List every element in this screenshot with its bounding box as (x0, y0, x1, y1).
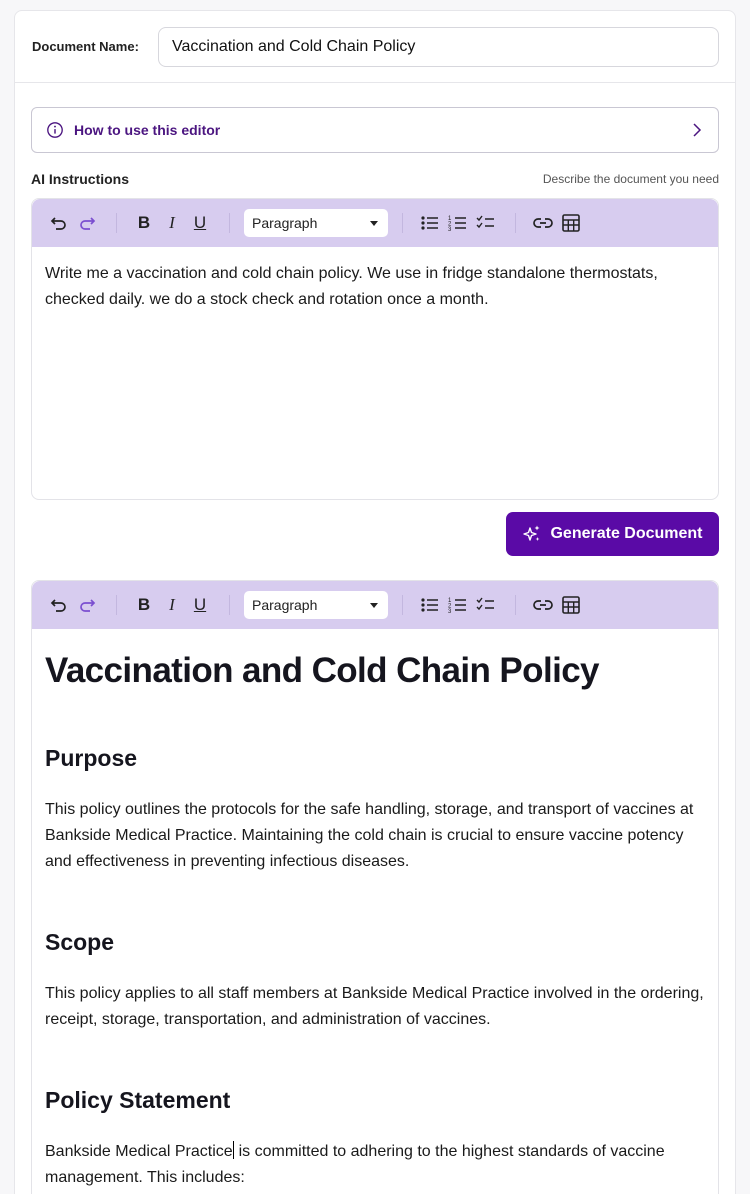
document-editor-toolbar (32, 581, 718, 629)
toolbar-divider (116, 595, 117, 615)
info-icon (46, 121, 64, 139)
toolbar-divider (515, 213, 516, 233)
section-heading-purpose: Purpose (45, 745, 138, 771)
checklist-button[interactable] (473, 210, 499, 236)
bullet-list-icon (420, 596, 440, 614)
section-body-purpose: This policy outlines the protocols for the safe handling, storage, and transport of vaccines at Bankside Medical Practice. Maintaining the cold chain is crucial to ensure vaccine potency and effectiveness in preventing infectious diseases. (45, 801, 694, 870)
text-after-cursor: is committed to adhering to the highest standards of vaccine management. This includes: (45, 1143, 665, 1186)
ai-editor-toolbar (32, 199, 718, 247)
table-icon (561, 213, 581, 233)
help-label: How to use this editor (74, 122, 221, 138)
bold-icon: B (137, 595, 151, 614)
numbered-list-button[interactable] (445, 210, 471, 236)
block-format-value: Paragraph (252, 215, 318, 231)
italic-button[interactable] (159, 592, 185, 618)
link-icon (532, 596, 554, 614)
underline-icon: U (193, 595, 207, 614)
document-name-input[interactable]: Vaccination and Cold Chain Policy (158, 27, 719, 67)
toolbar-divider (229, 595, 230, 615)
link-button[interactable] (530, 592, 556, 618)
block-format-select[interactable] (244, 591, 388, 619)
bullet-list-icon (420, 214, 440, 232)
ai-instructions-hint: Describe the document you need (542, 172, 719, 186)
generate-document-button[interactable] (506, 512, 719, 556)
text-before-cursor: Bankside Medical Practice (45, 1143, 233, 1160)
document-editor (31, 580, 719, 1194)
link-button[interactable] (530, 210, 556, 236)
how-to-use-editor-button[interactable] (31, 107, 719, 153)
svg-text:1: 1 (448, 598, 452, 604)
bold-button[interactable] (131, 592, 157, 618)
sparkles-icon (522, 524, 542, 544)
document-title: Vaccination and Cold Chain Policy (45, 651, 599, 690)
svg-text:1: 1 (448, 216, 452, 222)
checklist-icon (476, 214, 496, 232)
toolbar-divider (402, 213, 403, 233)
ai-instructions-textarea[interactable]: Write me a vaccination and cold chain policy. We use in fridge standalone thermostats, checked daily. we do a stock check and rotation once a month. (45, 265, 658, 308)
numbered-list-icon (448, 596, 468, 614)
redo-icon (78, 214, 96, 232)
italic-button[interactable] (159, 210, 185, 236)
table-button[interactable] (558, 210, 584, 236)
redo-button[interactable] (74, 210, 100, 236)
toolbar-divider (116, 213, 117, 233)
table-icon (561, 595, 581, 615)
bullet-list-button[interactable] (417, 592, 443, 618)
caret-down-icon (370, 221, 378, 226)
undo-icon (50, 214, 68, 232)
toolbar-divider (402, 595, 403, 615)
link-icon (532, 214, 554, 232)
italic-icon: I (169, 595, 175, 614)
undo-button[interactable] (46, 210, 72, 236)
toolbar-divider (515, 595, 516, 615)
svg-text:3: 3 (448, 227, 452, 232)
section-body-scope: This policy applies to all staff members at Bankside Medical Practice involved in the ordering, receipt, storage, transportation, and administration of vaccines. (45, 985, 704, 1028)
svg-text:2: 2 (448, 221, 452, 228)
caret-down-icon (370, 603, 378, 608)
document-editor-card (14, 10, 736, 1194)
svg-text:3: 3 (448, 609, 452, 614)
chevron-right-icon (690, 123, 704, 137)
ai-instructions-editor (31, 198, 719, 500)
checklist-button[interactable] (473, 592, 499, 618)
ai-instructions-label: AI Instructions (31, 171, 130, 187)
document-name-row (15, 11, 735, 83)
document-content[interactable] (32, 629, 718, 1194)
document-name-label: Document Name: (32, 39, 139, 54)
generate-document-label: Generate Document (550, 525, 703, 542)
section-body-policy-statement (45, 1139, 705, 1191)
section-heading-scope: Scope (45, 929, 115, 955)
table-button[interactable] (558, 592, 584, 618)
undo-button[interactable] (46, 592, 72, 618)
redo-icon (78, 596, 96, 614)
underline-button[interactable] (187, 210, 213, 236)
numbered-list-button[interactable] (445, 592, 471, 618)
bullet-list-button[interactable] (417, 210, 443, 236)
svg-text:2: 2 (448, 603, 452, 610)
bold-icon: B (137, 213, 151, 232)
numbered-list-icon (448, 214, 468, 232)
ai-instructions-header (31, 171, 719, 187)
undo-icon (50, 596, 68, 614)
block-format-value: Paragraph (252, 597, 318, 613)
redo-button[interactable] (74, 592, 100, 618)
block-format-select[interactable] (244, 209, 388, 237)
italic-icon: I (169, 213, 175, 232)
toolbar-divider (229, 213, 230, 233)
checklist-icon (476, 596, 496, 614)
underline-button[interactable] (187, 592, 213, 618)
bold-button[interactable] (131, 210, 157, 236)
underline-icon: U (193, 213, 207, 232)
section-heading-policy-statement: Policy Statement (45, 1087, 231, 1113)
